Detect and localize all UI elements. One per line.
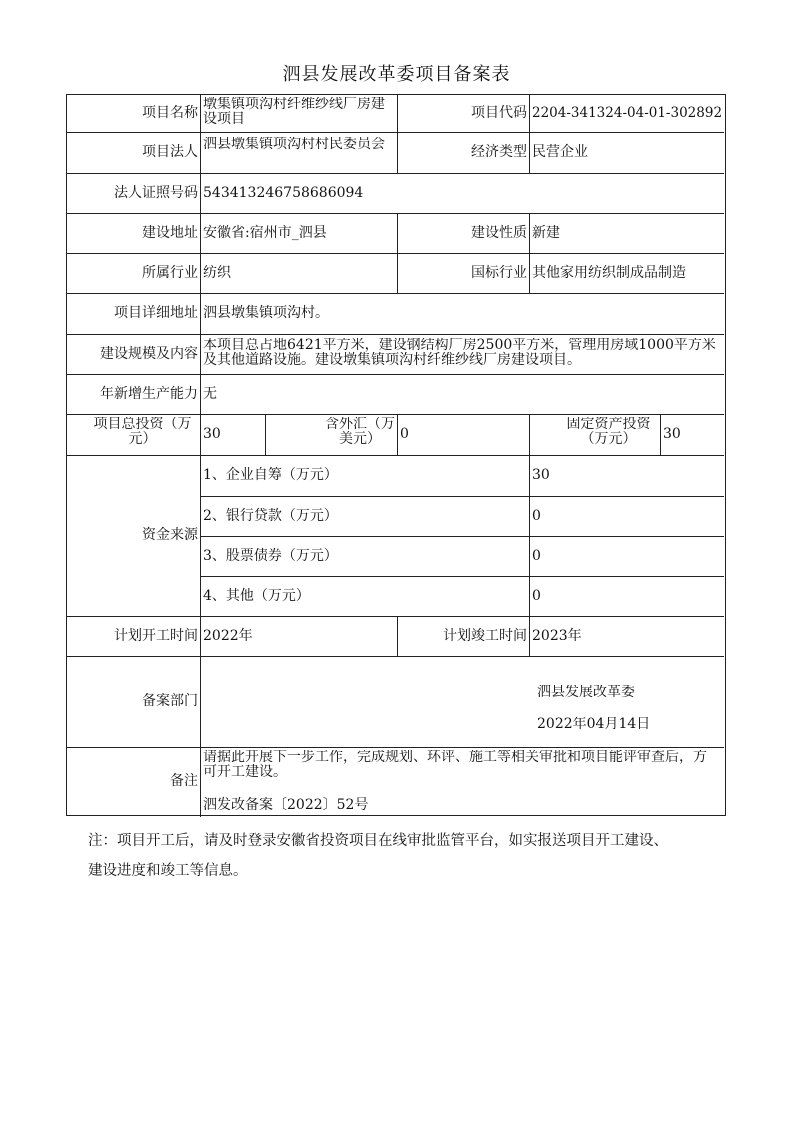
national-industry-value: 其他家用纺织制成品制造: [532, 264, 686, 281]
project-name-value: 墩集镇项沟村纤维纱线厂房建设项目: [203, 97, 385, 127]
form-title: 泗县发展改革委项目备案表: [282, 64, 511, 85]
filing-date: 2022年04月14日: [537, 717, 651, 732]
scale-value: 本项目总占地6421平方米，建设钢结构厂房2500平方米，管理用房域1000平方米及其他道路设施。建设墩集镇项沟村纤维纱线厂房建设项目。: [203, 338, 716, 368]
footer-note-line: 注：项目开工后，请及时登录安徽省投资项目在线审批监管平台，如实报送项目开工建设、: [88, 833, 668, 849]
funding-item-label: 4、其他（万元）: [203, 587, 310, 604]
fixed-invest-value: 30: [663, 426, 681, 442]
end-time-value: 2023年: [532, 627, 582, 644]
filing-dept-name: 泗县发展改革委: [537, 685, 635, 700]
funding-item-value: 0: [532, 587, 541, 604]
license-no-value: 543413246758686094: [203, 184, 364, 201]
footer-note-line: 建设进度和竣工等信息。: [88, 863, 248, 879]
economy-type-value: 民营企业: [532, 144, 588, 160]
funding-item-label: 3、股票债券（万元）: [203, 547, 338, 564]
funding-label: 资金来源: [142, 527, 198, 543]
legal-person-value: 泗县墩集镇项沟村村民委员会: [203, 137, 385, 152]
funding-item-value: 30: [532, 467, 550, 483]
national-industry-label: 国标行业: [471, 264, 527, 281]
economy-type-label: 经济类型: [471, 144, 527, 160]
funding-item-label: 1、企业自筹（万元）: [203, 467, 338, 483]
total-invest-value: 30: [203, 426, 221, 442]
total-invest-label: 项目总投资（万元）: [93, 417, 192, 447]
remarks-label: 备注: [170, 773, 198, 789]
fixed-invest-label: 固定资产投资（万元）: [566, 417, 651, 447]
remarks-text: 请据此开展下一步工作，完成规划、环评、施工等相关审批和项目能评审查后，方可开工建设。: [203, 750, 707, 780]
build-nature-label: 建设性质: [471, 224, 527, 241]
build-nature-value: 新建: [532, 224, 560, 241]
detail-address-label: 项目详细地址: [114, 305, 198, 321]
license-no-label: 法人证照号码: [114, 184, 198, 201]
scale-label: 建设规模及内容: [100, 345, 198, 362]
start-time-label: 计划开工时间: [114, 627, 198, 644]
remarks-file-no: 泗发改备案〔2022〕52号: [203, 796, 369, 813]
forex-label: 含外汇（万美元）: [325, 417, 395, 447]
project-code-value: 2204-341324-04-01-302892: [532, 105, 723, 121]
funding-item-value: 0: [532, 547, 541, 564]
funding-item-value: 0: [532, 507, 541, 524]
build-address-value: 安徽省:宿州市_泗县: [203, 224, 327, 241]
legal-person-label: 项目法人: [142, 144, 198, 160]
funding-item-label: 2、银行贷款（万元）: [203, 507, 338, 524]
filing-dept-label: 备案部门: [142, 693, 198, 709]
capacity-label: 年新增生产能力: [100, 385, 198, 402]
filing-table: [66, 94, 726, 816]
project-code-label: 项目代码: [471, 105, 527, 121]
industry-value: 纺织: [203, 264, 231, 281]
capacity-value: 无: [203, 385, 217, 402]
start-time-value: 2022年: [203, 627, 253, 644]
detail-address-value: 泗县墩集镇项沟村。: [203, 305, 329, 321]
forex-value: 0: [400, 426, 409, 442]
build-address-label: 建设地址: [142, 224, 198, 241]
footer-note: [90, 826, 740, 886]
industry-label: 所属行业: [142, 264, 198, 281]
end-time-label: 计划竣工时间: [443, 627, 527, 644]
project-name-label: 项目名称: [142, 105, 198, 121]
